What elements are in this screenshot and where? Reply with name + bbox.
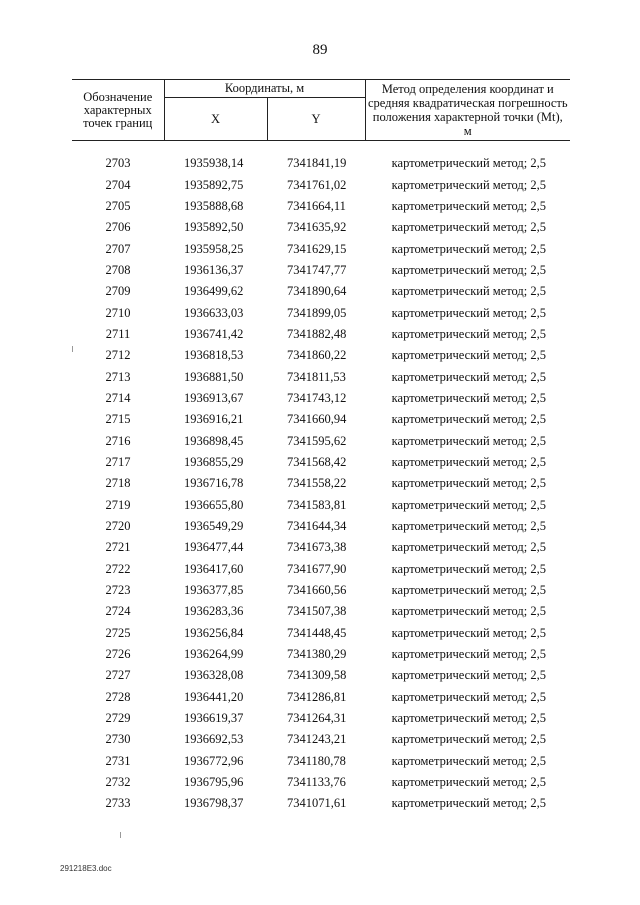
point-number-cell: 2721 [105, 540, 131, 555]
x-coordinate-cell: 1936441,20 [184, 689, 244, 704]
table-row [72, 687, 570, 708]
method-cell: картометрический метод; 2,5 [391, 497, 547, 512]
table-row [72, 260, 570, 281]
table-header [72, 80, 570, 141]
x-coordinate-cell: 1936795,96 [184, 775, 244, 790]
table-row [72, 580, 570, 601]
point-number-cell: 2705 [105, 198, 131, 213]
method-cell: картометрический метод; 2,5 [391, 156, 547, 171]
method-cell: картометрический метод; 2,5 [391, 433, 547, 448]
method-cell: картометрический метод; 2,5 [391, 796, 547, 811]
table-row [72, 601, 570, 622]
method-cell: картометрический метод; 2,5 [391, 647, 547, 662]
method-cell: картометрический метод; 2,5 [391, 540, 547, 555]
method-cell: картометрический метод; 2,5 [391, 284, 547, 299]
y-coordinate-cell: 7341507,38 [287, 604, 347, 619]
table-row [72, 729, 570, 750]
point-number-cell: 2714 [105, 390, 131, 405]
point-number-cell: 2726 [105, 647, 131, 662]
y-coordinate-cell: 7341899,05 [287, 305, 347, 320]
point-number-cell: 2729 [105, 711, 131, 726]
table-row [72, 430, 570, 451]
method-cell: картометрический метод; 2,5 [391, 711, 547, 726]
x-coordinate-cell: 1936916,21 [184, 412, 244, 427]
point-number-cell: 2728 [105, 689, 131, 704]
point-number-cell: 2724 [105, 604, 131, 619]
y-coordinate-cell: 7341448,45 [287, 625, 347, 640]
y-coordinate-cell: 7341811,53 [287, 369, 346, 384]
table-row [72, 324, 570, 345]
method-cell: картометрический метод; 2,5 [391, 412, 547, 427]
point-number-cell: 2719 [105, 497, 131, 512]
table-row [72, 623, 570, 644]
y-coordinate-cell: 7341860,22 [287, 348, 347, 363]
x-coordinate-cell: 1935958,25 [184, 241, 244, 256]
point-number-cell: 2727 [105, 668, 131, 683]
table-row [72, 708, 570, 729]
header-x: X [164, 98, 267, 141]
point-number-cell: 2712 [105, 348, 131, 363]
x-coordinate-cell: 1936377,85 [184, 583, 244, 598]
y-coordinate-cell: 7341747,77 [287, 262, 347, 277]
point-number-cell: 2713 [105, 369, 131, 384]
table-row [72, 537, 570, 558]
x-coordinate-cell: 1935892,75 [184, 177, 244, 192]
footer-filename: 291218E3.doc [60, 864, 112, 873]
table-row [72, 174, 570, 195]
x-coordinate-cell: 1936477,44 [184, 540, 244, 555]
x-coordinate-cell: 1935888,68 [184, 198, 244, 213]
method-cell: картометрический метод; 2,5 [391, 561, 547, 576]
table-row [72, 409, 570, 430]
x-coordinate-cell: 1936818,53 [184, 348, 244, 363]
method-cell: картометрический метод; 2,5 [391, 177, 547, 192]
y-coordinate-cell: 7341660,56 [287, 583, 347, 598]
table-row [72, 644, 570, 665]
x-coordinate-cell: 1936549,29 [184, 519, 244, 534]
x-coordinate-cell: 1936256,84 [184, 625, 244, 640]
x-coordinate-cell: 1936283,36 [184, 604, 244, 619]
table-row [72, 665, 570, 686]
table-row [72, 281, 570, 302]
x-coordinate-cell: 1936417,60 [184, 561, 244, 576]
method-cell: картометрический метод; 2,5 [391, 326, 547, 341]
y-coordinate-cell: 7341133,76 [287, 775, 346, 790]
y-coordinate-cell: 7341180,78 [287, 753, 346, 768]
method-cell: картометрический метод; 2,5 [391, 220, 547, 235]
y-coordinate-cell: 7341841,19 [287, 156, 347, 171]
header-coordinates: Координаты, м [164, 80, 365, 98]
x-coordinate-cell: 1936898,45 [184, 433, 244, 448]
table-row [72, 473, 570, 494]
y-coordinate-cell: 7341660,94 [287, 412, 347, 427]
point-number-cell: 2730 [105, 732, 131, 747]
table-body [72, 141, 570, 815]
page-number: 89 [312, 42, 328, 58]
x-coordinate-cell: 1936798,37 [184, 796, 244, 811]
method-cell: картометрический метод; 2,5 [391, 390, 547, 405]
method-cell: картометрический метод; 2,5 [391, 604, 547, 619]
point-number-cell: 2715 [105, 412, 131, 427]
method-cell: картометрический метод; 2,5 [391, 753, 547, 768]
method-cell: картометрический метод; 2,5 [391, 369, 547, 384]
table-row [72, 751, 570, 772]
method-cell: картометрический метод; 2,5 [391, 305, 547, 320]
x-coordinate-cell: 1936741,42 [184, 326, 244, 341]
table-row [72, 345, 570, 366]
y-coordinate-cell: 7341635,92 [287, 220, 347, 235]
x-coordinate-cell: 1936264,99 [184, 647, 244, 662]
point-number-cell: 2720 [105, 519, 131, 534]
x-coordinate-cell: 1936692,53 [184, 732, 244, 747]
x-coordinate-cell: 1936855,29 [184, 454, 244, 469]
method-cell: картометрический метод; 2,5 [391, 668, 547, 683]
x-coordinate-cell: 1936772,96 [184, 753, 244, 768]
method-cell: картометрический метод; 2,5 [391, 241, 547, 256]
point-number-cell: 2710 [105, 305, 131, 320]
point-number-cell: 2725 [105, 625, 131, 640]
x-coordinate-cell: 1936619,37 [184, 711, 244, 726]
y-coordinate-cell: 7341243,21 [287, 732, 347, 747]
point-number-cell: 2716 [105, 433, 131, 448]
method-cell: картометрический метод; 2,5 [391, 519, 547, 534]
x-coordinate-cell: 1936499,62 [184, 284, 244, 299]
method-cell: картометрический метод; 2,5 [391, 262, 547, 277]
point-number-cell: 2708 [105, 262, 131, 277]
x-coordinate-cell: 1936913,67 [184, 390, 244, 405]
y-coordinate-cell: 7341677,90 [287, 561, 347, 576]
y-coordinate-cell: 7341761,02 [287, 177, 347, 192]
point-number-cell: 2717 [105, 454, 131, 469]
x-coordinate-cell: 1936328,08 [184, 668, 244, 683]
point-number-cell: 2707 [105, 241, 131, 256]
method-cell: картометрический метод; 2,5 [391, 732, 547, 747]
y-coordinate-cell: 7341743,12 [287, 390, 347, 405]
header-point-designation: Обозначение характерных точек границ [72, 80, 164, 141]
y-coordinate-cell: 7341568,42 [287, 454, 347, 469]
y-coordinate-cell: 7341629,15 [287, 241, 347, 256]
header-y: Y [267, 98, 365, 141]
coordinates-table [72, 79, 570, 815]
table-row [72, 452, 570, 473]
table-row [72, 772, 570, 793]
y-coordinate-cell: 7341882,48 [287, 326, 347, 341]
x-coordinate-cell: 1936136,37 [184, 262, 244, 277]
point-number-cell: 2723 [105, 583, 131, 598]
y-coordinate-cell: 7341264,31 [287, 711, 347, 726]
point-number-cell: 2711 [105, 326, 131, 341]
table-row [72, 238, 570, 259]
table-row [72, 793, 570, 814]
method-cell: картометрический метод; 2,5 [391, 689, 547, 704]
table-row [72, 516, 570, 537]
table-row [72, 302, 570, 323]
header-method: Метод определения координат и средняя квадратическая погрешность положения характерной точки (Mt), м [365, 80, 570, 141]
table-row [72, 495, 570, 516]
y-coordinate-cell: 7341664,11 [287, 198, 346, 213]
method-cell: картометрический метод; 2,5 [391, 583, 547, 598]
margin-mark [120, 832, 121, 838]
y-coordinate-cell: 7341286,81 [287, 689, 347, 704]
x-coordinate-cell: 1936716,78 [184, 476, 244, 491]
y-coordinate-cell: 7341890,64 [287, 284, 347, 299]
table-row [72, 559, 570, 580]
point-number-cell: 2733 [105, 796, 131, 811]
point-number-cell: 2718 [105, 476, 131, 491]
method-cell: картометрический метод; 2,5 [391, 625, 547, 640]
table-row [72, 141, 570, 175]
x-coordinate-cell: 1936881,50 [184, 369, 244, 384]
point-number-cell: 2732 [105, 775, 131, 790]
margin-mark [72, 346, 73, 352]
y-coordinate-cell: 7341380,29 [287, 647, 347, 662]
x-coordinate-cell: 1936633,03 [184, 305, 244, 320]
y-coordinate-cell: 7341595,62 [287, 433, 347, 448]
method-cell: картометрический метод; 2,5 [391, 454, 547, 469]
x-coordinate-cell: 1935892,50 [184, 220, 244, 235]
method-cell: картометрический метод; 2,5 [391, 198, 547, 213]
point-number-cell: 2709 [105, 284, 131, 299]
table-row [72, 366, 570, 387]
point-number-cell: 2706 [105, 220, 131, 235]
y-coordinate-cell: 7341644,34 [287, 519, 347, 534]
table-row [72, 388, 570, 409]
y-coordinate-cell: 7341071,61 [287, 796, 347, 811]
y-coordinate-cell: 7341673,38 [287, 540, 347, 555]
y-coordinate-cell: 7341309,58 [287, 668, 347, 683]
method-cell: картометрический метод; 2,5 [391, 476, 547, 491]
point-number-cell: 2731 [105, 753, 131, 768]
point-number-cell: 2722 [105, 561, 131, 576]
x-coordinate-cell: 1935938,14 [184, 156, 244, 171]
table-row [72, 196, 570, 217]
point-number-cell: 2704 [105, 177, 131, 192]
y-coordinate-cell: 7341558,22 [287, 476, 347, 491]
x-coordinate-cell: 1936655,80 [184, 497, 244, 512]
y-coordinate-cell: 7341583,81 [287, 497, 347, 512]
method-cell: картометрический метод; 2,5 [391, 775, 547, 790]
table-row [72, 217, 570, 238]
point-number-cell: 2703 [105, 156, 131, 171]
method-cell: картометрический метод; 2,5 [391, 348, 547, 363]
